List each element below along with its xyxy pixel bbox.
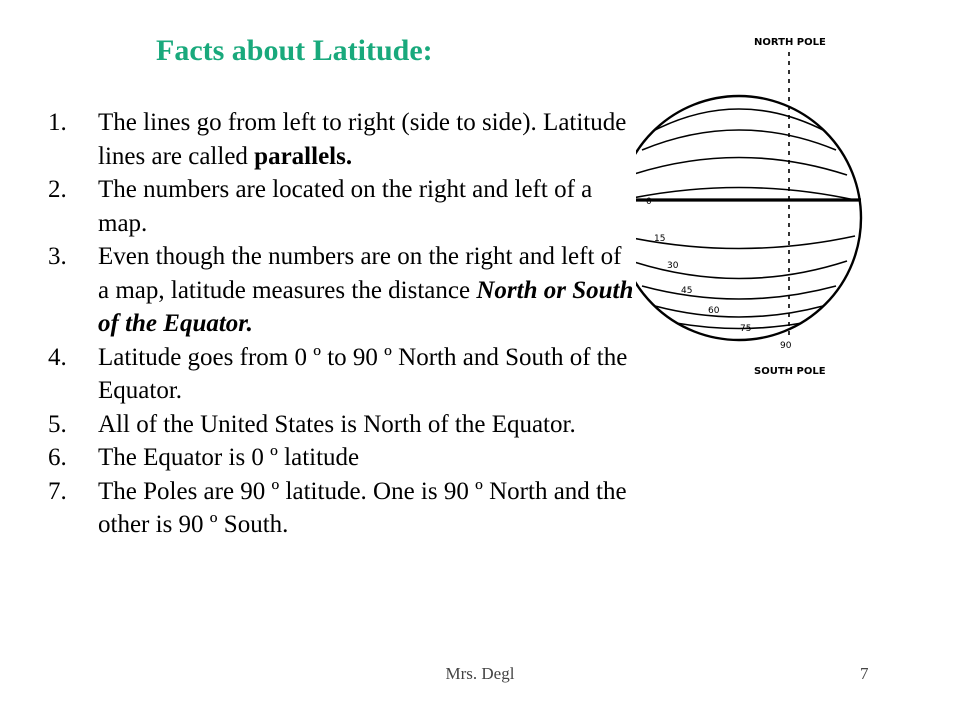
list-text [98, 173, 638, 240]
list-text-run: The Poles are 90 º latitude. One is 90 º North and the other is 90 º South. [98, 477, 627, 538]
list-number: 2. [48, 176, 67, 203]
page-number: 7 [860, 664, 869, 683]
list-text-run: Even though the numbers are on the right and left of a map, latitude measures the distance [98, 243, 622, 304]
list-number: 5. [48, 410, 67, 438]
facts-list [48, 106, 638, 542]
list-text [98, 240, 638, 341]
list-text-run: The numbers are located on the right and left of a map. [98, 176, 593, 237]
lat-label: 0 [646, 197, 652, 207]
list-number: 7. [48, 477, 67, 505]
list-number: 4. [48, 343, 67, 371]
list-text [98, 408, 638, 442]
list-item [48, 240, 638, 341]
footer-author: Mrs. Degl [445, 664, 515, 683]
list-item [48, 475, 638, 542]
list-text-run: parallels. [254, 142, 353, 170]
south-pole-label: SOUTH POLE [754, 366, 826, 377]
list-text-run: Latitude goes from 0 º to 90 º North and South of the Equator. [98, 343, 628, 404]
list-text-run: North or South of the Equator. [98, 276, 634, 337]
list-text [98, 475, 638, 542]
list-text [98, 341, 638, 408]
list-text-run: The Equator is 0 º latitude [98, 444, 360, 471]
list-number: 1. [48, 109, 67, 136]
north-pole-label: NORTH POLE [754, 37, 826, 48]
lat-label: 75 [740, 324, 752, 334]
latitude-lines [636, 109, 855, 329]
globe-diagram [636, 30, 866, 390]
list-item [48, 106, 638, 173]
lat-label: 30 [667, 261, 679, 271]
list-item [48, 173, 638, 240]
lat-label: 90 [780, 341, 792, 351]
lat-label: 45 [681, 286, 693, 296]
globe-outline [636, 96, 861, 340]
list-text [98, 441, 638, 475]
lat-label: 15 [654, 234, 666, 244]
list-item [48, 341, 638, 408]
slide-title: Facts about Latitude: [156, 34, 433, 67]
list-number: 3. [48, 243, 67, 270]
list-text-run: The lines go from left to right (side to side). Latitude lines are called [98, 109, 627, 170]
list-item [48, 408, 638, 442]
list-text-run: All of the United States is North of the Equator. [98, 410, 576, 438]
lat-label: 60 [708, 306, 720, 316]
list-text [98, 106, 638, 173]
list-number: 6. [48, 444, 67, 471]
list-item [48, 441, 638, 475]
